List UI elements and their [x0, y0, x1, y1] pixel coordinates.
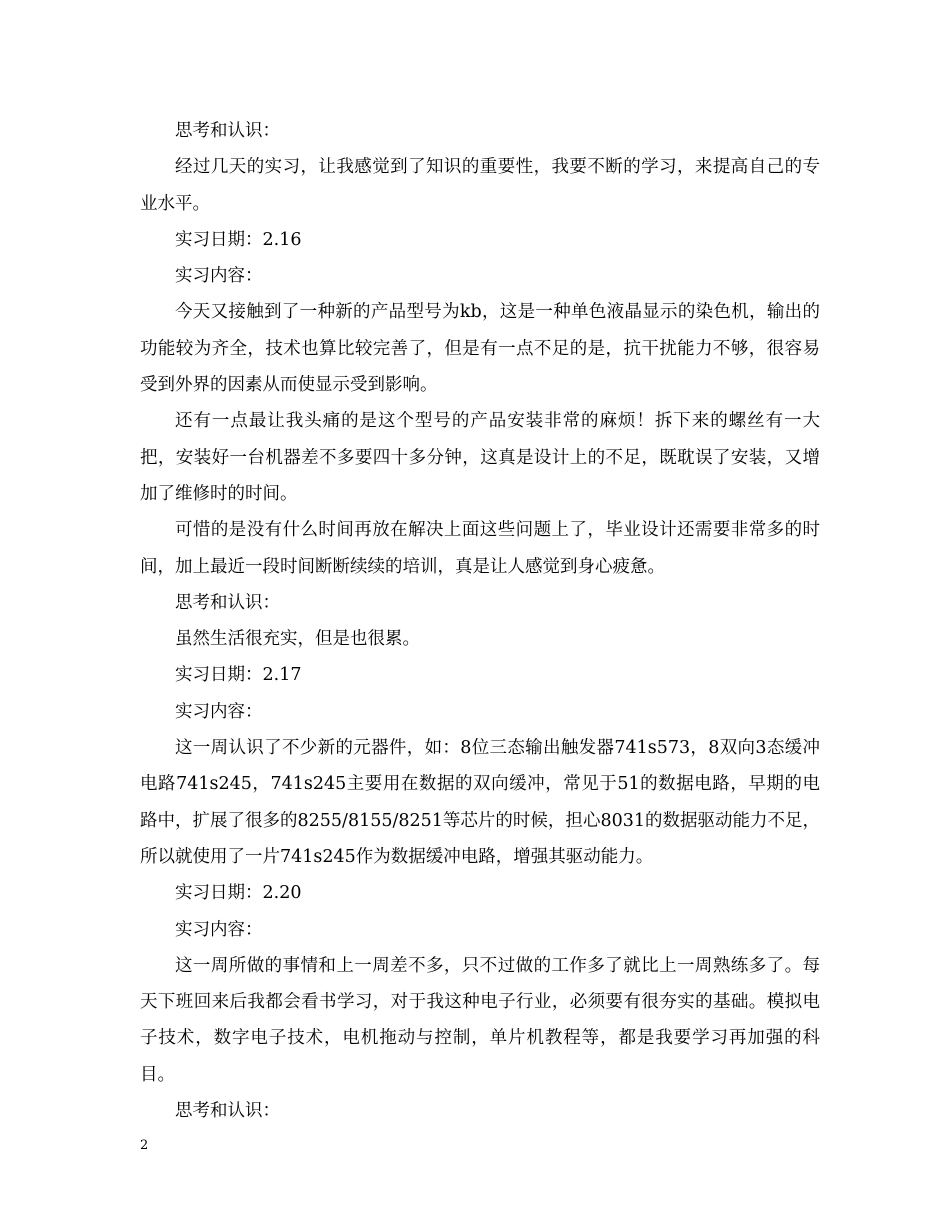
paragraph: 今天又接触到了一种新的产品型号为kb，这是一种单色液晶显示的染色机，输出的功能较为齐全，技术也算比较完善了，但是有一点不足的是，抗干扰能力不够，很容易受到外界的因素从而使显示受到影响。 — [140, 302, 820, 396]
paragraph: 思考和认识： — [175, 592, 280, 613]
paragraph: 实习内容： — [175, 266, 263, 287]
paragraph: 可惜的是没有什么时间再放在解决上面这些问题上了，毕业设计还需要非常多的时间，加上最近一段时间断断续续的培训，真是让人感觉到身心疲惫。 — [140, 520, 820, 577]
paragraph: 经过几天的实习，让我感觉到了知识的重要性，我要不断的学习，来提高自己的专业水平。 — [140, 157, 820, 214]
paragraph: 虽然生活很充实，但是也很累。 — [175, 629, 420, 650]
paragraph: 实习内容： — [175, 919, 263, 940]
paragraph: 实习日期：2.16 — [175, 229, 302, 250]
paragraph: 实习内容： — [175, 701, 263, 722]
paragraph: 实习日期：2.20 — [175, 883, 302, 904]
document-body — [140, 113, 820, 1129]
paragraph: 这一周所做的事情和上一周差不多，只不过做的工作多了就比上一周熟练多了。每天下班回来后我都会看书学习，对于我这种电子行业，必须要有很夯实的基础。模拟电子技术，数字电子技术，电机拖动与控制，单片机教程等，都是我要学习再加强的科目。 — [140, 955, 820, 1085]
paragraph: 思考和认识： — [175, 1101, 280, 1122]
paragraph: 还有一点最让我头痛的是这个型号的产品安装非常的麻烦！拆下来的螺丝有一大把，安装好一台机器差不多要四十多分钟，这真是设计上的不足，既耽误了安装，又增加了维修时的时间。 — [140, 411, 820, 504]
paragraph: 这一周认识了不少新的元器件，如：8位三态输出触发器741s573，8双向3态缓冲电路741s245，741s245主要用在数据的双向缓冲，常见于51的数据电路，早期的电路中，扩展了很多的8255/8155/8251等芯片的时候，担心8031的数据驱动能力不足，所以就使用了一片741s245作为数据缓冲电路，增强其驱动能力。 — [140, 738, 820, 867]
paragraph: 实习日期：2.17 — [175, 665, 302, 686]
paragraph: 思考和认识： — [175, 121, 280, 141]
page-number: 2 — [140, 1138, 149, 1153]
